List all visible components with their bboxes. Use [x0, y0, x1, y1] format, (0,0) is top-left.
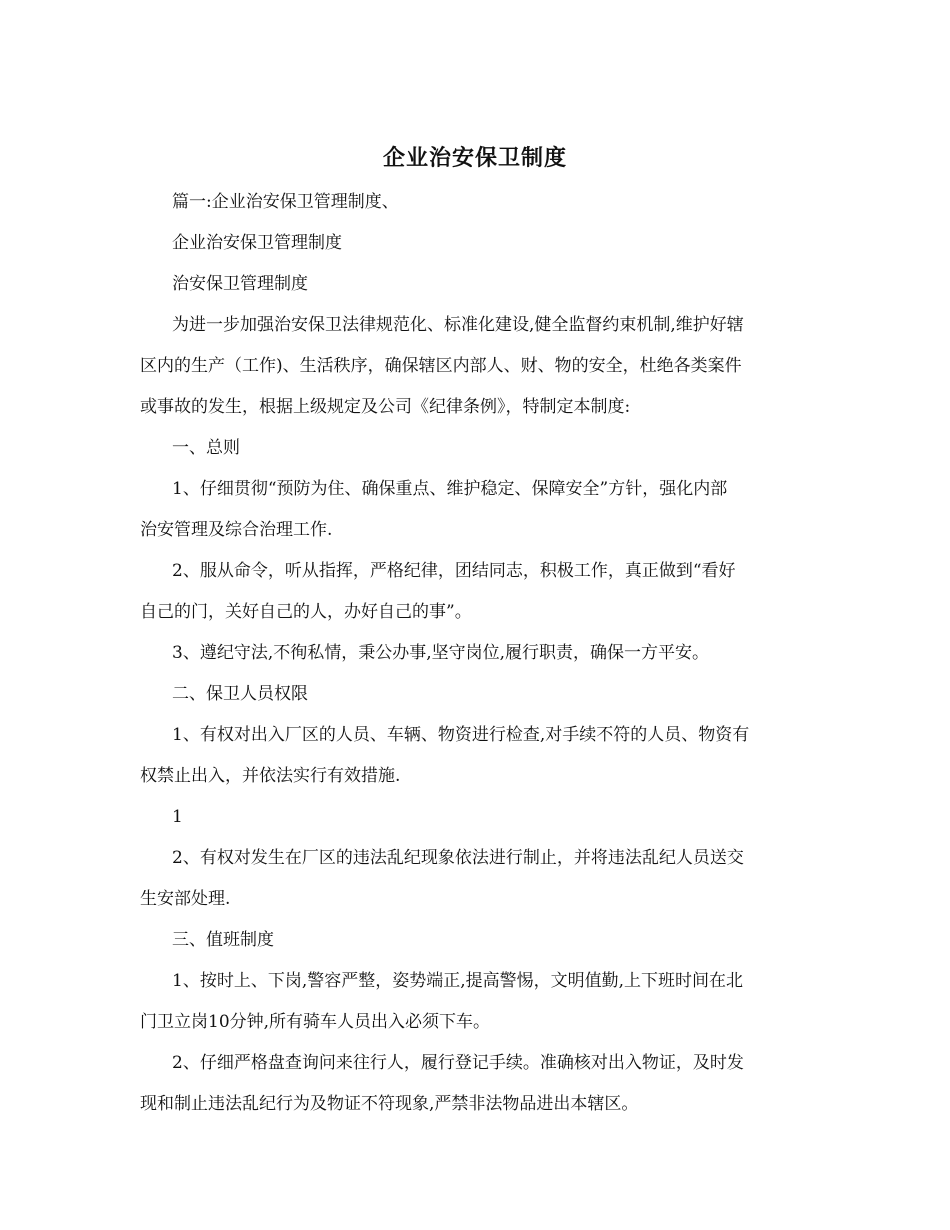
paragraph-line: 2、有权对发生在厂区的违法乱纪现象依法进行制止，并将违法乱纪人员送交 — [172, 848, 744, 868]
section-heading-general: 一、总则 — [172, 438, 240, 458]
intro-paragraph-line: 或事故的发生，根据上级规定及公司《纪律条例》，特制定本制度: — [140, 397, 631, 417]
paragraph-line: 1、仔细贯彻“预防为住、确保重点、维护稳定、保障安全”方针，强化内部 — [172, 479, 728, 499]
section-heading-authority: 二、保卫人员权限 — [172, 684, 308, 704]
paragraph-line: 1、有权对出入厂区的人员、车辆、物资进行检查,对手续不符的人员、物资有 — [172, 725, 750, 745]
subtitle-enterprise-rules: 企业治安保卫管理制度 — [172, 233, 342, 253]
paragraph-line: 2、服从命令，听从指挥，严格纪律，团结同志，积极工作，真正做到“看好 — [172, 561, 736, 581]
section-heading-duty: 三、值班制度 — [172, 930, 274, 950]
section-heading-part1: 篇一:企业治安保卫管理制度、 — [172, 192, 399, 212]
paragraph-line: 现和制止违法乱纪行为及物证不符现象,严禁非法物品进出本辖区。 — [140, 1094, 639, 1114]
paragraph-line: 1、按时上、下岗,警容严整，姿势端正,提高警惕，文明值勤,上下班时间在北 — [172, 971, 744, 991]
intro-paragraph-line: 区内的生产（工作)、生活秩序，确保辖区内部人、财、物的安全，杜绝各类案件 — [140, 356, 742, 376]
page-number: 1 — [172, 807, 183, 827]
document-title: 企业治安保卫制度 — [382, 145, 567, 171]
paragraph-line: 3、遵纪守法,不徇私情，秉公办事,坚守岗位,履行职责，确保一方平安。 — [172, 643, 710, 663]
paragraph-line: 自己的门，关好自己的人，办好自己的事”。 — [140, 602, 472, 622]
paragraph-line: 权禁止出入，并依法实行有效措施. — [140, 766, 401, 786]
intro-paragraph-line: 为进一步加强治安保卫法律规范化、标准化建设,健全监督约束机制,维护好辖 — [172, 315, 744, 335]
paragraph-line: 生安部处理. — [140, 889, 231, 909]
paragraph-line: 2、仔细严格盘查询问来往行人，履行登记手续。准确核对出入物证，及时发 — [172, 1053, 744, 1073]
paragraph-line: 治安管理及综合治理工作. — [140, 520, 333, 540]
subtitle-security-rules: 治安保卫管理制度 — [172, 274, 308, 294]
paragraph-line: 门卫立岗10分钟,所有骑车人员出入必须下车。 — [140, 1012, 491, 1032]
